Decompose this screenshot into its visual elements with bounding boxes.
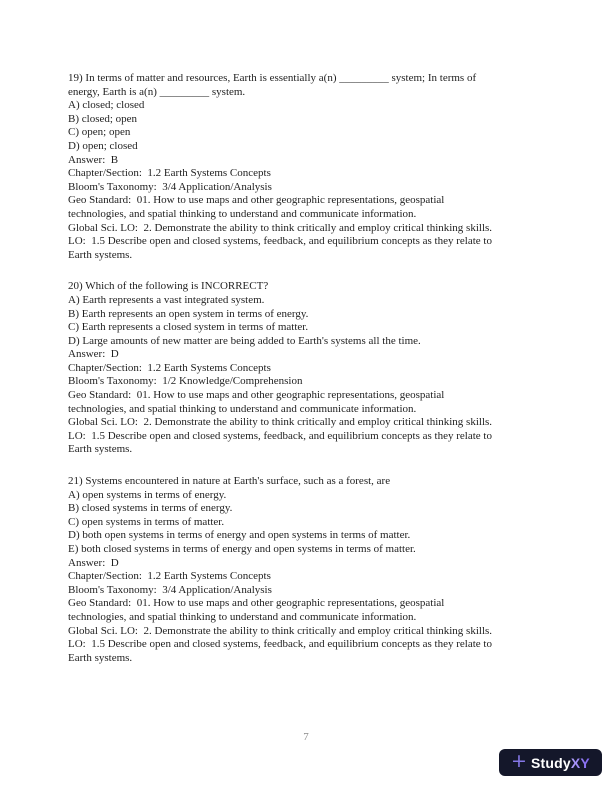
answer-option: A) Earth represents a vast integrated system. — [68, 293, 265, 306]
brand-xy-text: XY — [570, 754, 590, 771]
meta-line: Bloom's Taxonomy: 1/2 Knowledge/Comprehension — [68, 375, 303, 388]
meta-line: LO: 1.5 Describe open and closed systems, feedback, and equilibrium concepts as they relate to — [68, 429, 492, 442]
answer-option: B) Earth represents an open system in terms of energy. — [68, 307, 309, 320]
meta-line: Geo Standard: 01. How to use maps and other geographic representations, geospatial — [68, 194, 445, 207]
question-block-21 — [68, 475, 492, 665]
brand-wordmark — [531, 755, 590, 771]
answer-option: A) closed; closed — [68, 99, 145, 112]
meta-line: LO: 1.5 Describe open and closed systems, feedback, and equilibrium concepts as they relate to — [68, 638, 492, 651]
meta-line: technologies, and spatial thinking to understand and communicate information. — [68, 610, 417, 623]
question-stem-line: 19) In terms of matter and resources, Earth is essentially a(n) _________ system; In terms of — [68, 72, 477, 84]
answer-option: E) both closed systems in terms of energy and open systems in terms of matter. — [68, 543, 416, 555]
meta-line: Earth systems. — [68, 651, 133, 664]
meta-line: Geo Standard: 01. How to use maps and other geographic representations, geospatial — [68, 389, 445, 402]
answer-option: C) open; open — [68, 126, 131, 139]
answer-option: D) Large amounts of new matter are being added to Earth's systems all the time. — [68, 334, 421, 347]
meta-line: Chapter/Section: 1.2 Earth Systems Concepts — [68, 570, 271, 583]
answer-option: B) closed; open — [68, 112, 138, 125]
meta-line: Global Sci. LO: 2. Demonstrate the ability to think critically and employ critical thinking skills. — [68, 624, 493, 637]
meta-line: technologies, and spatial thinking to understand and communicate information. — [68, 207, 417, 220]
answer-line: Answer: D — [68, 348, 119, 361]
answer-line: Answer: D — [68, 556, 119, 569]
page-number: 7 — [303, 731, 309, 743]
questions-container — [68, 72, 492, 683]
brand-study-text: Study — [530, 754, 571, 771]
answer-option: D) both open systems in terms of energy and open systems in terms of matter. — [68, 529, 411, 542]
question-stem-line: 21) Systems encountered in nature at Earth's surface, such as a forest, are — [68, 475, 391, 488]
meta-line: Chapter/Section: 1.2 Earth Systems Concepts — [68, 361, 271, 374]
meta-line: Geo Standard: 01. How to use maps and other geographic representations, geospatial — [68, 597, 445, 610]
answer-line: Answer: B — [68, 153, 119, 166]
meta-line: Bloom's Taxonomy: 3/4 Application/Analysis — [68, 180, 272, 193]
answer-option: D) open; closed — [68, 139, 138, 152]
meta-line: Chapter/Section: 1.2 Earth Systems Concepts — [68, 167, 271, 180]
meta-line: Bloom's Taxonomy: 3/4 Application/Analysis — [68, 583, 272, 596]
meta-line: Global Sci. LO: 2. Demonstrate the ability to think critically and employ critical thinking skills. — [68, 221, 493, 234]
question-stem-line: 20) Which of the following is INCORRECT? — [68, 280, 269, 293]
answer-option: A) open systems in terms of energy. — [68, 488, 227, 501]
studyxy-logo — [499, 749, 602, 776]
question-block-19 — [68, 72, 492, 262]
question-stem-line: energy, Earth is a(n) _________ system. — [68, 85, 246, 98]
meta-line: LO: 1.5 Describe open and closed systems, feedback, and equilibrium concepts as they relate to — [68, 235, 492, 248]
question-block-20 — [68, 280, 492, 457]
plus-icon: + — [511, 750, 527, 772]
answer-option: B) closed systems in terms of energy. — [68, 502, 233, 515]
meta-line: Earth systems. — [68, 248, 133, 261]
meta-line: technologies, and spatial thinking to understand and communicate information. — [68, 402, 417, 415]
meta-line: Global Sci. LO: 2. Demonstrate the ability to think critically and employ critical thinking skills. — [68, 416, 493, 429]
answer-option: C) Earth represents a closed system in terms of matter. — [68, 321, 309, 334]
answer-option: C) open systems in terms of matter. — [68, 515, 225, 528]
meta-line: Earth systems. — [68, 443, 133, 456]
